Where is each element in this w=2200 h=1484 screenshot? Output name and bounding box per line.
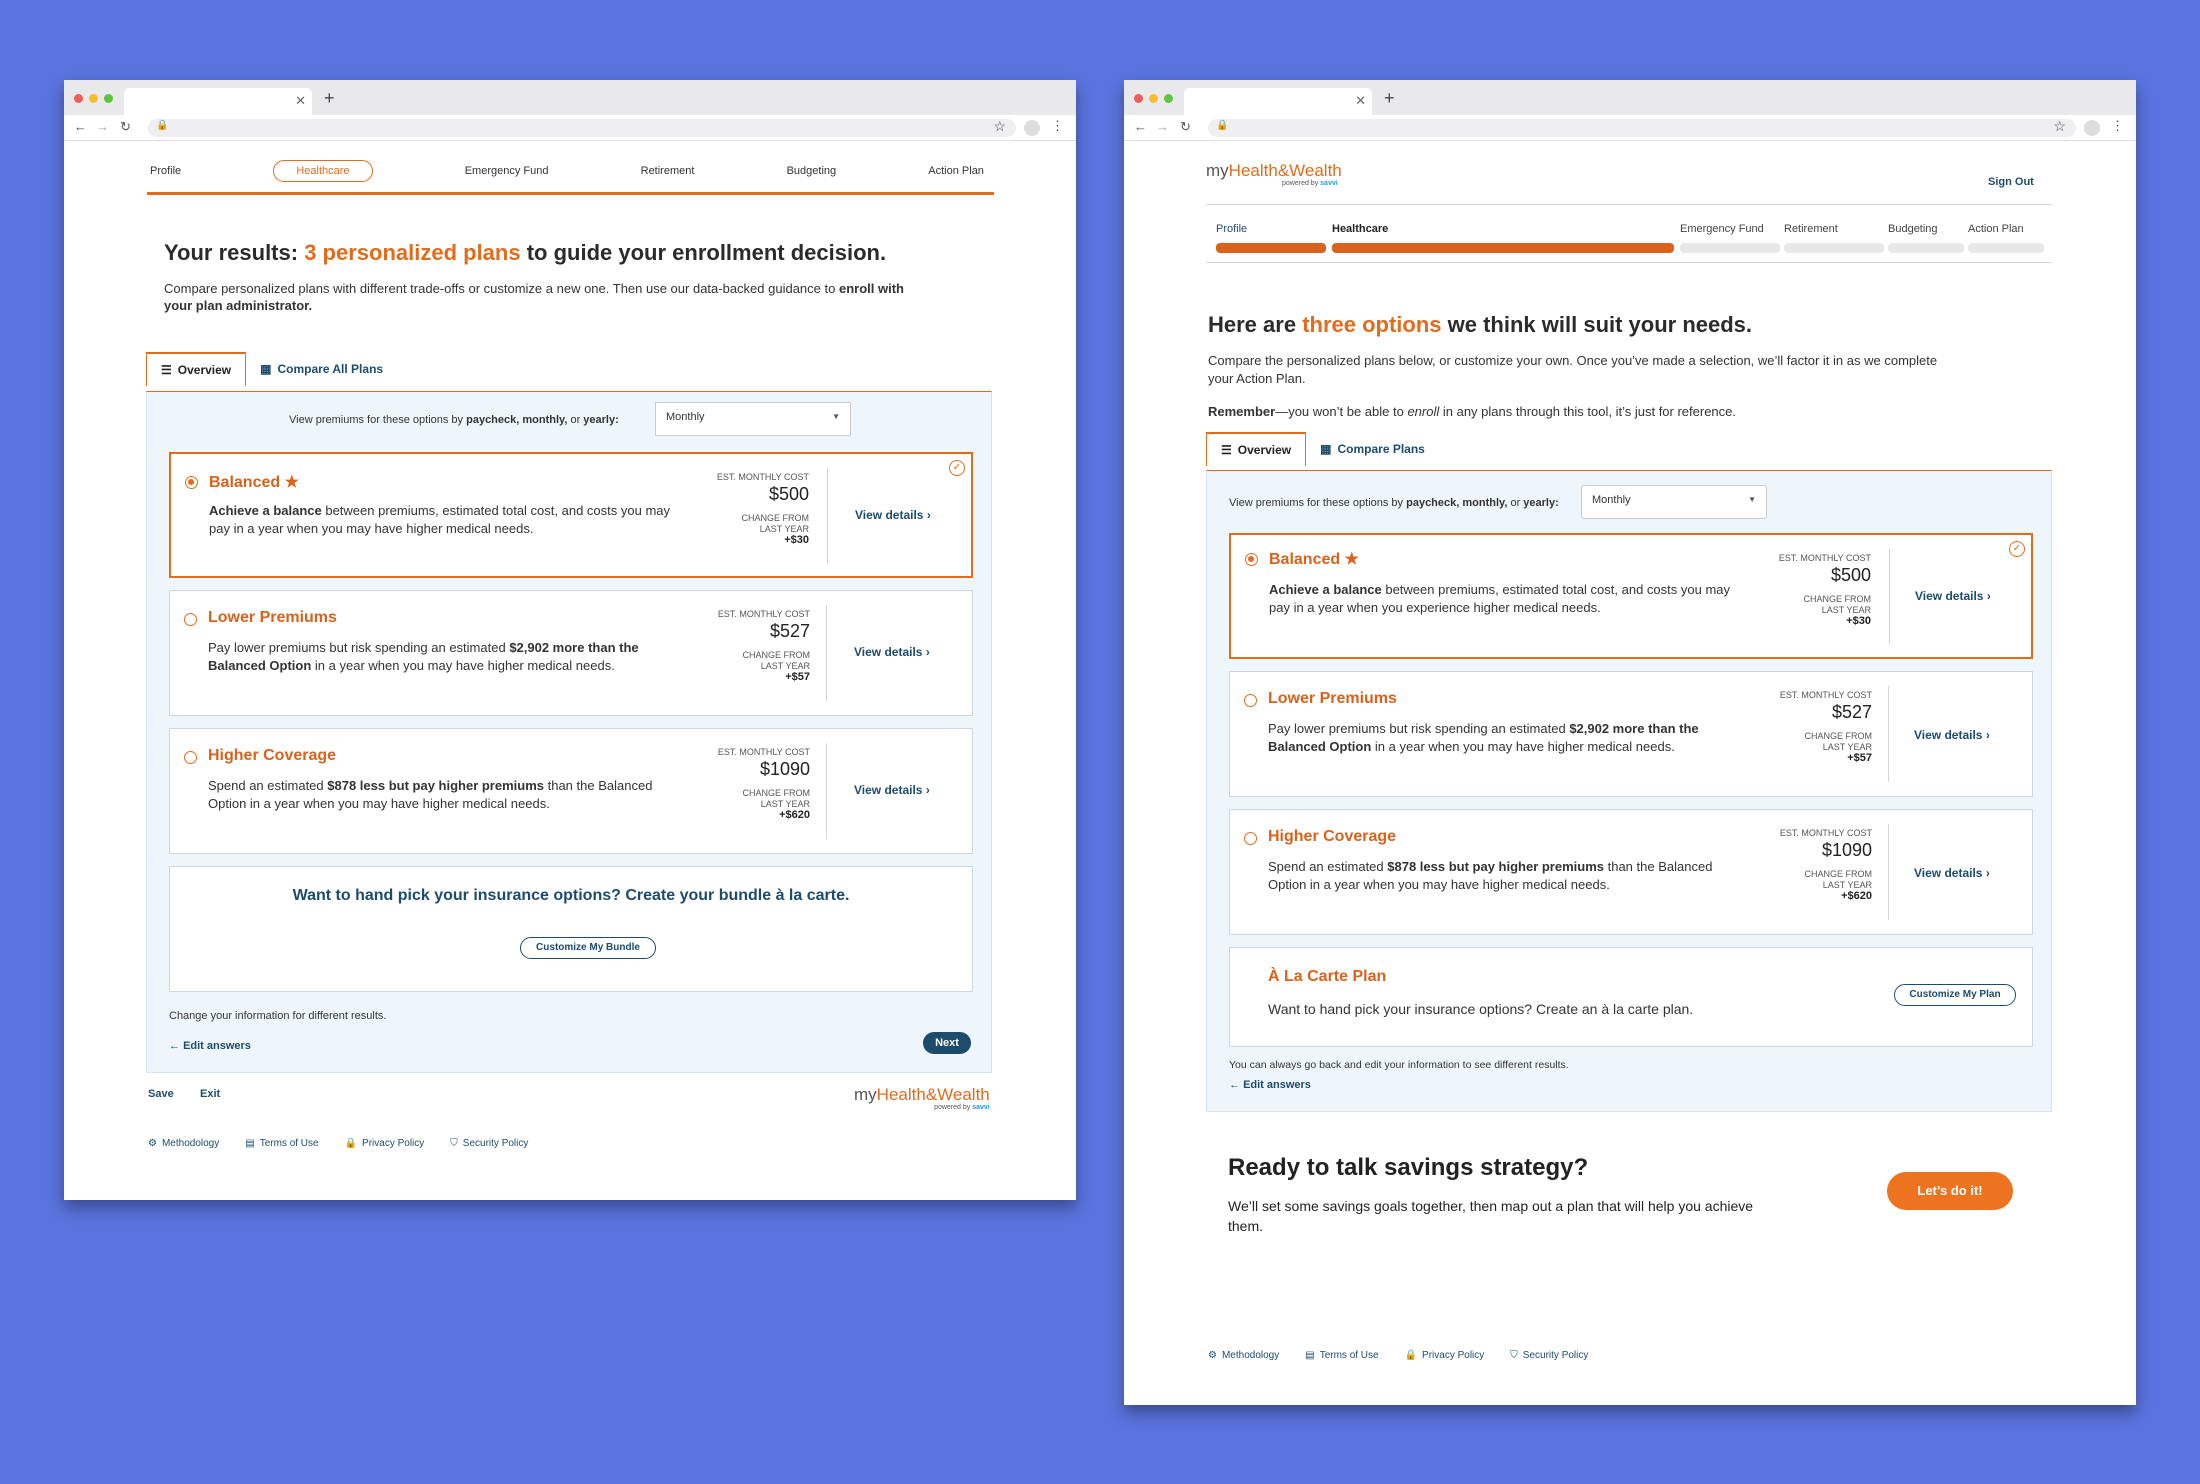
cost-value: $500: [768, 484, 809, 504]
back-arrow-icon[interactable]: ←: [1134, 119, 1147, 134]
browser-tab-strip: [64, 80, 1076, 115]
cost-label: EST. MONTHLY COST: [717, 747, 810, 757]
plans-panel: [146, 391, 992, 1073]
alacarte-card: [1229, 947, 2033, 1047]
step-emergency-fund[interactable]: Emergency Fund: [464, 165, 549, 177]
cost-value: $1090: [759, 759, 810, 779]
tab-compare-label: Compare All Plans: [277, 362, 384, 376]
plan-cost: [1779, 553, 1871, 627]
chevron-right-icon: ›: [925, 645, 930, 659]
maximize-window-dot[interactable]: [104, 94, 113, 103]
close-tab-icon[interactable]: ✕: [1355, 93, 1366, 108]
plan-card-higher-coverage[interactable]: [169, 728, 973, 854]
footer-label: Terms of Use: [259, 1138, 319, 1149]
plan-title: Lower Premiums: [208, 609, 337, 626]
step-profile[interactable]: Profile: [1216, 223, 1248, 235]
browser-tab[interactable]: [124, 88, 312, 115]
lets-do-it-button[interactable]: Let’s do it!: [1887, 1172, 2013, 1210]
change-value: +$57: [1847, 752, 1872, 764]
step-profile[interactable]: Profile: [150, 165, 182, 177]
plan-radio[interactable]: [184, 613, 197, 626]
change-label-1: CHANGE FROM: [742, 788, 810, 798]
step-healthcare[interactable]: Healthcare: [1332, 223, 1389, 235]
footer-security[interactable]: [1510, 1350, 1588, 1361]
customize-bundle-button[interactable]: Customize My Bundle: [520, 937, 656, 959]
bundle-text: Want to hand pick your insurance options? Create your bundle à la carte.: [292, 887, 850, 904]
progress-divider: [1206, 262, 2052, 263]
desc-bold: Achieve a balance: [1269, 582, 1382, 597]
logo-savvi: savvi: [972, 1104, 990, 1111]
view-details-link[interactable]: [854, 645, 930, 659]
plan-card-lower-premiums[interactable]: [1229, 671, 2033, 797]
back-info-text: You can always go back and edit your information to see different results.: [1229, 1059, 1569, 1071]
desc-a: Pay lower premiums but risk spending an estimated: [1268, 721, 1570, 736]
desc-a: between premiums, estimated total cost, and costs you may pay in a year when you experience higher medical needs.: [1269, 582, 1731, 615]
footer-label: Methodology: [1221, 1350, 1280, 1361]
plan-radio[interactable]: [184, 751, 197, 764]
remember-b: in any plans through this tool, it’s just for reference.: [1439, 404, 1737, 419]
footer-links: [148, 1138, 528, 1149]
change-value: +$30: [1846, 615, 1871, 627]
progress-seg-action-plan: [1968, 243, 2044, 253]
view-details-link[interactable]: [1914, 866, 1990, 880]
chevron-right-icon: ›: [926, 508, 931, 522]
url-bar[interactable]: [148, 119, 1016, 137]
divider: [1888, 686, 1889, 782]
desc-bold: $878 less but pay higher premiums: [1387, 859, 1604, 874]
reload-icon[interactable]: ↻: [120, 119, 131, 134]
page-title: [1208, 312, 1752, 338]
reload-icon[interactable]: ↻: [1180, 119, 1191, 134]
footer-privacy[interactable]: [345, 1138, 425, 1149]
desc-a: between premiums, estimated total cost, and costs you may pay in a year when you may have higher medical needs.: [209, 503, 671, 536]
footer-links: [1208, 1350, 1588, 1361]
divider: [826, 605, 827, 701]
lock-icon: 🔒: [156, 120, 169, 131]
step-budgeting[interactable]: Budgeting: [786, 165, 837, 177]
plan-name: Balanced: [1269, 551, 1341, 568]
sign-out-link[interactable]: Sign Out: [1988, 176, 2034, 188]
plan-cost: [1780, 828, 1872, 902]
intro-text: Compare the personalized plans below, or customize your own. Once you’ve made a selection, we’ll factor it in as we complete your Action Plan.: [1208, 353, 1938, 386]
plan-card-higher-coverage[interactable]: [1229, 809, 2033, 935]
premium-pre: View premiums for these options by: [289, 414, 467, 426]
selected-check-icon: ✓: [2009, 541, 2025, 557]
premium-yearly: yearly:: [583, 414, 619, 426]
title-prefix: Here are: [1208, 312, 1303, 337]
footer-label: Privacy Policy: [1422, 1350, 1485, 1361]
alacarte-title: À La Carte Plan: [1268, 968, 1387, 985]
forward-arrow-icon[interactable]: →: [96, 119, 109, 134]
edit-answers-link[interactable]: [169, 1040, 251, 1052]
progress-seg-budgeting: [1888, 243, 1964, 253]
alacarte-desc: Want to hand pick your insurance options? Create an à la carte plan.: [1268, 1001, 1694, 1017]
change-label-1: CHANGE FROM: [1803, 594, 1871, 604]
desc-bold: $878 less but pay higher premiums: [327, 778, 544, 793]
premium-period-select[interactable]: [655, 402, 851, 436]
address-row: [64, 115, 1076, 141]
profile-avatar[interactable]: [2084, 120, 2100, 136]
desc-a: Spend an estimated: [208, 778, 328, 793]
premium-opts: paycheck, monthly,: [466, 414, 568, 426]
star-icon: ★: [1344, 551, 1359, 568]
shield-icon: ⛉: [1510, 1350, 1518, 1361]
step-emergency-fund[interactable]: Emergency Fund: [1680, 223, 1764, 235]
cost-label: EST. MONTHLY COST: [1778, 553, 1871, 563]
view-details-link[interactable]: [854, 783, 930, 797]
lock-icon: 🔒: [1216, 120, 1229, 131]
footer-terms[interactable]: [245, 1138, 318, 1149]
logo-savvi: savvi: [1320, 180, 1338, 187]
arrow-left-icon: ←: [169, 1040, 184, 1052]
premium-opts: paycheck, monthly,: [1406, 497, 1508, 509]
title-suffix: we think will suit your needs.: [1441, 312, 1753, 337]
cost-label: EST. MONTHLY COST: [717, 609, 810, 619]
page-title: [164, 240, 886, 266]
new-tab-icon[interactable]: +: [1384, 88, 1395, 108]
plan-cost: [1780, 690, 1872, 764]
title-prefix: Your results:: [164, 240, 305, 265]
table-icon: ▦: [260, 362, 272, 376]
premium-or: or: [1507, 497, 1524, 509]
view-tabs: [146, 352, 397, 386]
desc-b: than the Balanced Option in a year when you may have higher medical needs.: [1268, 859, 1713, 892]
intro-a: Compare personalized plans with different trade-offs or customize a new one. Then use our data-backed guidance to: [164, 281, 839, 296]
change-label-1: CHANGE FROM: [1804, 731, 1872, 741]
remember-text: [1208, 404, 1736, 419]
chevron-right-icon: ›: [925, 783, 930, 797]
star-icon: ★: [284, 474, 299, 491]
step-progress-line: [147, 192, 994, 195]
minimize-window-dot[interactable]: [1149, 94, 1158, 103]
cost-value: $500: [1830, 565, 1871, 585]
menu-kebab-icon[interactable]: ⋮: [2111, 118, 2124, 133]
change-label-2: LAST YEAR: [760, 661, 810, 671]
gear-icon: ⚙: [1208, 1350, 1217, 1361]
tab-overview[interactable]: [1206, 432, 1306, 466]
cost-label: EST. MONTHLY COST: [1779, 690, 1872, 700]
premium-yearly: yearly:: [1523, 497, 1559, 509]
close-window-dot[interactable]: [1134, 94, 1143, 103]
chevron-down-icon: ▼: [1748, 495, 1756, 504]
plan-card-balanced[interactable]: [169, 452, 973, 578]
plan-desc: [1268, 720, 1738, 756]
footer-label: Terms of Use: [1319, 1350, 1379, 1361]
edit-answers-label: Edit answers: [1243, 1079, 1311, 1091]
savings-title: Ready to talk savings strategy?: [1228, 1154, 1589, 1181]
desc-b: in a year when you may have higher medical needs.: [311, 658, 615, 673]
divider: [826, 743, 827, 839]
brand-logo: [854, 1086, 990, 1111]
footer-security[interactable]: [450, 1138, 528, 1149]
change-label-1: CHANGE FROM: [741, 513, 809, 523]
progress-seg-profile: [1216, 243, 1326, 253]
change-label-1: CHANGE FROM: [742, 650, 810, 660]
plans-panel: [1206, 470, 2052, 1112]
change-label-2: LAST YEAR: [759, 524, 809, 534]
divider: [1889, 549, 1890, 645]
logo-my: my: [854, 1085, 877, 1104]
footer-privacy[interactable]: [1405, 1350, 1485, 1361]
divider: [1888, 824, 1889, 920]
plan-radio[interactable]: [1244, 832, 1257, 845]
lock-icon: 🔒: [344, 1138, 358, 1149]
change-label-2: LAST YEAR: [1822, 880, 1872, 890]
footer-terms[interactable]: [1305, 1350, 1378, 1361]
document-icon: ▤: [1305, 1350, 1315, 1361]
minimize-window-dot[interactable]: [89, 94, 98, 103]
desc-bold: Achieve a balance: [209, 503, 322, 518]
selected-check-icon: ✓: [949, 460, 965, 476]
chevron-down-icon: ▼: [832, 412, 840, 421]
progress-seg-emergency: [1680, 243, 1780, 253]
divider: [827, 468, 828, 564]
right-browser-window: [1124, 80, 2136, 1405]
next-button[interactable]: Next: [923, 1032, 971, 1054]
plan-desc: [208, 777, 678, 813]
logo-hw: Health&Wealth: [876, 1085, 990, 1104]
chevron-right-icon: ›: [1985, 866, 1990, 880]
step-nav: [150, 156, 984, 186]
footer-label: Security Policy: [462, 1138, 529, 1149]
change-label-2: LAST YEAR: [1822, 742, 1872, 752]
step-budgeting[interactable]: Budgeting: [1888, 223, 1938, 235]
footer-label: Methodology: [161, 1138, 220, 1149]
url-bar[interactable]: [1208, 119, 2076, 137]
step-action-plan[interactable]: Action Plan: [928, 165, 984, 177]
save-link[interactable]: Save: [148, 1088, 174, 1100]
view-details-link[interactable]: [1914, 728, 1990, 742]
premium-period-select[interactable]: [1581, 485, 1767, 519]
plan-radio[interactable]: [1245, 553, 1258, 566]
plan-card-lower-premiums[interactable]: [169, 590, 973, 716]
title-highlight: three options: [1302, 312, 1442, 337]
lock-icon: 🔒: [1404, 1350, 1418, 1361]
plan-desc: [209, 502, 679, 538]
footer-methodology[interactable]: [1208, 1350, 1279, 1361]
premium-toggle-label: [289, 414, 619, 426]
progress-seg-retirement: [1784, 243, 1884, 253]
view-details-link[interactable]: [1915, 589, 1991, 603]
header-divider: [1206, 204, 2052, 205]
change-value: +$620: [779, 809, 810, 821]
change-value: +$620: [1841, 890, 1872, 902]
remember-a: —you won’t be able to: [1275, 404, 1408, 419]
view-details-label: View details: [854, 645, 923, 659]
logo-powered: powered by: [934, 1104, 971, 1111]
plan-title: [209, 472, 299, 492]
bookmark-star-icon[interactable]: ☆: [993, 118, 1006, 134]
plan-desc: [208, 639, 678, 675]
view-details-label: View details: [1914, 728, 1983, 742]
desc-bold: $2,902 more than the Balanced Option: [208, 640, 639, 673]
desc-a: Spend an estimated: [1268, 859, 1388, 874]
step-retirement[interactable]: Retirement: [640, 165, 695, 177]
desc-bold: $2,902 more than the Balanced Option: [1268, 721, 1699, 754]
plan-desc: [1268, 858, 1738, 894]
brand-logo: [1206, 162, 1342, 187]
cost-value: $1090: [1821, 840, 1872, 860]
tab-overview[interactable]: [146, 352, 246, 386]
change-label-1: CHANGE FROM: [1804, 869, 1872, 879]
intro-text: [164, 280, 924, 314]
plan-title: Lower Premiums: [1268, 690, 1397, 707]
table-icon: ▦: [1320, 442, 1332, 456]
plan-radio[interactable]: [1244, 694, 1257, 707]
change-value: +$57: [785, 671, 810, 683]
document-icon: ▤: [245, 1138, 255, 1149]
plan-cost: [717, 472, 809, 546]
plan-title: Higher Coverage: [1268, 828, 1397, 845]
premium-pre: View premiums for these options by: [1229, 497, 1407, 509]
maximize-window-dot[interactable]: [1164, 94, 1173, 103]
close-window-dot[interactable]: [74, 94, 83, 103]
list-icon: ☰: [1221, 443, 1232, 457]
premium-toggle-label: [1229, 497, 1559, 509]
menu-kebab-icon[interactable]: ⋮: [1051, 118, 1064, 133]
tab-compare-label: Compare Plans: [1337, 442, 1425, 456]
plan-desc: [1269, 581, 1739, 617]
view-details-label: View details: [855, 508, 924, 522]
exit-link[interactable]: Exit: [200, 1088, 221, 1100]
title-suffix: to guide your enrollment decision.: [520, 240, 887, 265]
footer-methodology[interactable]: [148, 1138, 219, 1149]
chevron-right-icon: ›: [1985, 728, 1990, 742]
cost-label: EST. MONTHLY COST: [1779, 828, 1872, 838]
plan-name: Balanced: [209, 474, 281, 491]
list-icon: ☰: [161, 363, 172, 377]
step-healthcare[interactable]: Healthcare: [273, 160, 372, 182]
new-tab-icon[interactable]: +: [324, 88, 335, 108]
back-arrow-icon[interactable]: ←: [74, 119, 87, 134]
change-value: +$30: [784, 534, 809, 546]
tab-overview-label: Overview: [1237, 443, 1292, 457]
desc-b: in a year when you may have higher medical needs.: [1371, 739, 1675, 754]
view-tabs: [1206, 432, 1439, 466]
view-details-link[interactable]: [855, 508, 931, 522]
plan-title: [1269, 549, 1359, 569]
remember-em: enroll: [1407, 404, 1440, 419]
view-details-label: View details: [854, 783, 923, 797]
edit-answers-label: Edit answers: [183, 1040, 251, 1052]
progress-seg-healthcare: [1332, 243, 1674, 253]
profile-avatar[interactable]: [1024, 120, 1040, 136]
browser-tab-strip: [1124, 80, 2136, 115]
view-details-label: View details: [1914, 866, 1983, 880]
bookmark-star-icon[interactable]: ☆: [2053, 118, 2066, 134]
logo-hw: Health&Wealth: [1228, 161, 1342, 180]
close-tab-icon[interactable]: ✕: [295, 93, 306, 108]
left-browser-window: [64, 80, 1076, 1200]
forward-arrow-icon[interactable]: →: [1156, 119, 1169, 134]
gear-icon: ⚙: [148, 1138, 157, 1149]
shield-icon: ⛉: [450, 1138, 458, 1149]
tab-compare-all-plans[interactable]: [246, 352, 397, 386]
intro-bold: enroll with your plan administrator.: [164, 281, 904, 313]
plan-card-balanced[interactable]: [1229, 533, 2033, 659]
logo-powered: powered by: [1282, 180, 1319, 187]
customize-plan-button[interactable]: Customize My Plan: [1894, 984, 2016, 1006]
premium-or: or: [567, 414, 584, 426]
address-row: [1124, 115, 2136, 141]
select-value: Monthly: [1592, 494, 1631, 506]
chevron-right-icon: ›: [1986, 589, 1991, 603]
cost-label: EST. MONTHLY COST: [716, 472, 809, 482]
view-details-label: View details: [1915, 589, 1984, 603]
plan-radio[interactable]: [185, 476, 198, 489]
browser-tab[interactable]: [1184, 88, 1372, 115]
desc-a: Pay lower premiums but risk spending an estimated: [208, 640, 510, 655]
savings-desc: We’ll set some savings goals together, then map out a plan that will help you achieve them.: [1228, 1198, 1754, 1234]
logo-my: my: [1206, 161, 1229, 180]
cost-value: $527: [1831, 702, 1872, 722]
select-value: Monthly: [666, 411, 705, 423]
change-label-2: LAST YEAR: [1821, 605, 1871, 615]
step-action-plan[interactable]: Action Plan: [1968, 223, 2024, 235]
change-label-2: LAST YEAR: [760, 799, 810, 809]
edit-answers-link[interactable]: [1229, 1079, 1311, 1091]
arrow-left-icon: ←: [1229, 1079, 1244, 1091]
footer-label: Privacy Policy: [362, 1138, 425, 1149]
plan-cost: [718, 609, 810, 683]
title-highlight: 3 personalized plans: [304, 240, 521, 265]
tab-overview-label: Overview: [177, 363, 232, 377]
bundle-card: [169, 866, 973, 992]
footer-label: Security Policy: [1522, 1350, 1589, 1361]
remember-bold: Remember: [1208, 404, 1276, 419]
plan-title: Higher Coverage: [208, 747, 337, 764]
desc-b: than the Balanced Option in a year when you may have higher medical needs.: [208, 778, 653, 811]
tab-compare-plans[interactable]: [1306, 432, 1439, 466]
cost-value: $527: [769, 621, 810, 641]
plan-cost: [718, 747, 810, 821]
step-retirement[interactable]: Retirement: [1784, 223, 1838, 235]
change-info-text: Change your information for different results.: [169, 1010, 387, 1022]
